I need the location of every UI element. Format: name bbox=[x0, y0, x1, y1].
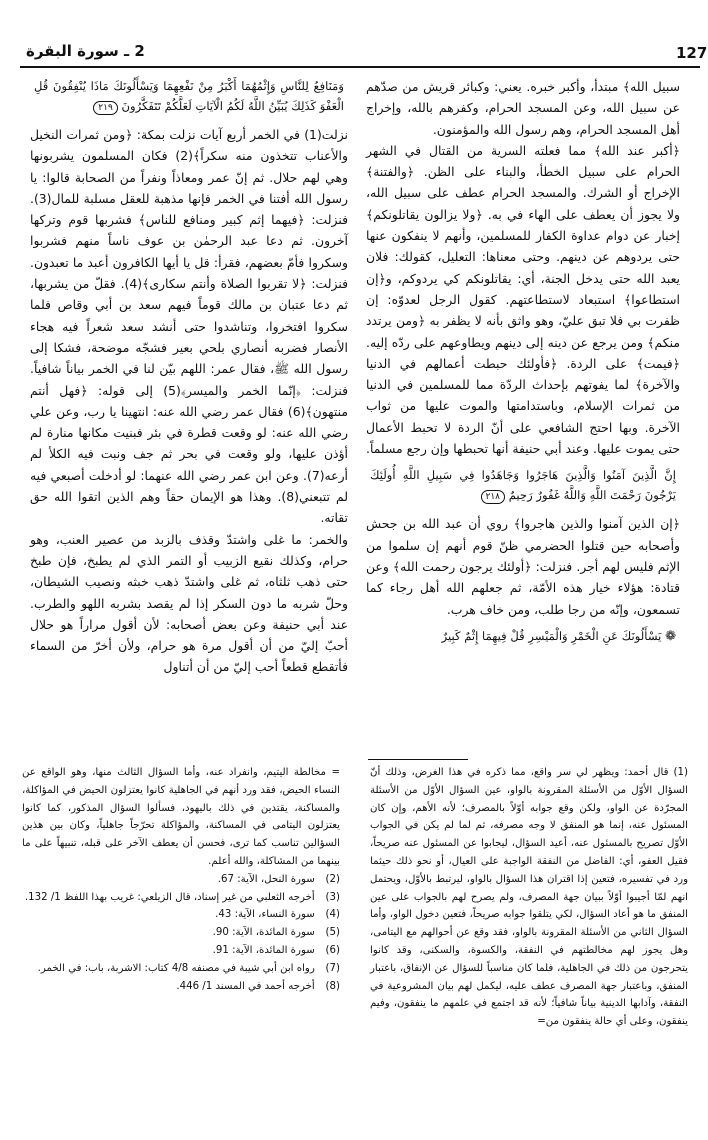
footnote-text: سورة المائدة، الآية: 91. bbox=[212, 944, 315, 956]
footnote bbox=[22, 924, 340, 942]
footnote bbox=[22, 871, 340, 889]
footnote-separator bbox=[368, 759, 468, 760]
footnote-number: (5) bbox=[325, 927, 340, 939]
right-column bbox=[366, 76, 680, 655]
footnote bbox=[22, 960, 340, 978]
footnotes-left bbox=[22, 764, 340, 995]
footnote: (1) قال أحمد: ويظهر لي سر واقع، مما ذكره في هذا الغرض، وذلك أنّ السؤال الأوّل من الأسئلة المقرونة بالواو، عين السؤال الأوّل من الأسئلة المجرّدة عن الواو، ولكن وقع جوابه أوّلاً بالمصرف؛ لأنه الأهم، وإن كان المسئول عنه، إنما هو المنفق لا وجه مصرفه، ثم لما لم يكن في الجواب الأوّل تصريح بالمسئول عنه، أعيد السؤال، ليجابوا عن المسئول عنه صريحاً، فقيل العفو، أي: الفاضل من النفقة الواجبة على العيال، أو نحو ذلك حيثما ورد في تفسيره، فتعين إذا اقتران هذا السؤال بالواو، ليرتبط بالأوّل، ويحتمل انهم لمّا أجيبوا أوّلاً ببيان جهة المصرف، ولم يصرح لهم بالجواب على عين المنفق ما هو أعاد السؤال، لكي يتلقوا جوابه صريحاً، فتعين دخول الواو، وأما السؤال الثاني من الأسئلة المقرونة بالواو، فقد وقع عن أحوالهم مع اليتامى، وهل يجوز لهم مخالطتهم في النفقة، والكسوة، والسكنى، وقد كانوا يتحرجون من ذلك في الجاهلية، فلما كان مناسباً للسؤال عن الإنفاق، باعتبار المنفق، وباعتبار جهة المصرف عطف عليه، ليكمل لهم بيان المشروعية في النفقة، وآدابها الدينية بياناً شافياً؛ لأنه قد اجتمع في علمهم ما ينفقون، وفيم ينفقون، وعلى أي حالة ينفقون من= bbox=[370, 767, 688, 1028]
commentary-paragraph: والخمر: ما غلى واشتدّ وقذف بالزبد من عصير العنب، وهو حرام، وكذلك نقيع الزبيب أو التمر الذي لم يطبخ، فإن طبخ حتى ذهب ثلثاه، ثم غلى واشتدّ ذهب خبثه ونصيب الشيطان، وحلّ شربه ما دون السكر إذا لم يقصد بشربه اللهو والطرب. عند أبي حنيفة وعن بعض أصحابه: لأن أقول مراراً هو حلال أحبّ إليّ من أن أقول مرة هو حرام، ولأن أخرّ من السماء فأتقطع قطعاً أحب إليّ من أن أتناول bbox=[30, 531, 348, 675]
surah-title: 2 ـ سورة البقرة bbox=[26, 42, 145, 60]
verse-219-start bbox=[366, 626, 680, 647]
header-rule bbox=[20, 66, 700, 68]
page-header bbox=[20, 40, 708, 66]
footnote-number: (3) bbox=[325, 891, 340, 903]
footnote-number: (4) bbox=[325, 909, 340, 921]
footnote-continuation: = مخالطة اليتيم، وانفراد عنه، وأما السؤال الثالث منها، وهو الواقع عن النساء الحيض، فقد ورد أنهم في الجاهلية كانوا يعتزلون الحيض في المؤاكلة، والمساكنة، يقتدين في ذلك باليهود، فسألوا السؤال المذكور، كما كانوا يعتزلون اليتامى في المساكنة، والمؤاكلة تحرّجاً جاهلياً، وكان بين هذين السؤالين تناسب كما ترى، فحسن أن يعطف الآخر على قبله، تنبيهاً على ما بينهما من المشاكلة، والله أعلم. bbox=[22, 767, 340, 867]
footnote-text: سورة النحل، الآية: 67. bbox=[217, 873, 315, 885]
footnote-text: أخرجه أحمد في المسند 1/ 446. bbox=[176, 980, 315, 992]
footnote-text: سورة النساء، الآية: 43. bbox=[215, 909, 315, 921]
footnote-text: سورة المائدة، الآية: 90. bbox=[212, 927, 315, 939]
footnote-number: (2) bbox=[325, 873, 340, 885]
verse-text: يَسْأَلُونَكَ عَنِ الْخَمْرِ وَالْمَيْسِرِ قُلْ فِيهِمَا إِثْمٌ كَبِيرٌ bbox=[441, 628, 662, 643]
footnote-number: (8) bbox=[325, 980, 340, 992]
commentary-paragraph: ﴿أكبر عند الله﴾ مما فعلته السرية من القتال في الشهر الحرام على سبيل الخطأ، والبناء على الظن. ﴿والفتنة﴾ الإخراج أو الشرك. والمسجد الحرام عطف على سبيل الله، ولا يجوز أن يعطف على الهاء في به. ﴿ولا يزالون يقاتلونكم﴾ إخبار عن دوام عداوة الكفار للمسلمين، وأنهم لا ينفكون عنها حتى يردوهم عن دينهم. وحتى معناها: التعليل، كقولك: فلان يعبد الله حتى يدخل الجنة، أي: يقاتلونكم كي يردوكم، و﴿إن استطاعوا﴾ استبعاد لاستطاعتهم. كقول الرجل لعدوّه: إن ظفرت بي فلا تبق عليّ، وهو واثق بأنه لا يظفر به ﴿ومن يرتدد منكم﴾ ومن يرجع عن دينه إلى دينهم ويطاوعهم على ردّه إليه. ﴿فيمت﴾ على الردة. ﴿فأولئك حبطت أعمالهم في الدنيا والآخرة﴾ لما يفوتهم بإحداث الردّة مما للمسلمين في الدنيا من ثمرات الإسلام، وباستدامتها والموت عليها من ثواب الآخرة. وبها احتج الشافعي على أنّ الردة لا تحبط الأعمال حتى يموت عليها. وعند أبي حنيفة أنها تحبطها وإن رجع مسلماً. bbox=[366, 142, 680, 457]
footnote-text: أخرجه الثعلبي من غير إسناد، قال الزيلعي: غريب بهذا اللفظ 1/ 132. bbox=[24, 891, 315, 903]
commentary-paragraph: سبيل الله﴾ مبتدأ، وأكبر خبره. يعني: وكبائر قريش من صدّهم عن سبيل الله، وعن المسجد الحرام، وكفرهم بالله، وإخراج أهل المسجد الحرام، وهم رسول الله والمؤمنون. bbox=[366, 79, 680, 137]
verse-218 bbox=[366, 465, 680, 505]
commentary-paragraph: نزلت(1) في الخمر أربع آيات نزلت بمكة: ﴿ومن ثمرات النخيل والأعناب تتخذون منه سكراً﴾(2) فكان المسلمون يشربونها وهي لهم حلال. ثم إنّ عمر ومعاذاً ونفراً من الصحابة قالوا: يا رسول الله أفتنا في الخمر فإنها مذهبة للعقل مسلبة للمال(3). فنزلت: ﴿فيهما إثم كبير ومنافع للناس﴾ فشربها قوم وتركها آخرون. ثم دعا عبد الرحمٰن بن عوف ناساً منهم فشربوا وسكروا فأمّ بعضهم، فقرأ: قل يا أيها الكافرون أعبد ما تعبدون. فنزلت: ﴿لا تقربوا الصلاة وأنتم سكارى﴾(4). فقلّ من يشربها، ثم دعا عتبان بن مالك قوماً فيهم سعد بن أبي وقاص فلما سكروا افتخروا، وتناشدوا حتى أنشد سعد شعراً فيه هجاء الأنصار فضربه أنصاري بلحي بعير فشجّه موضحة، فشكا إلى رسول الله ﷺ، فقال عمر: اللهم بيّن لنا في الخمر بياناً شافياً. فنزلت: ﴿إنّما الخمر والميسر﴾(5) إلى قوله: ﴿فهل أنتم منتهون﴾(6) فقال عمر رضي الله عنه: انتهينا يا رب، وعن علي رضي الله عنه: لو وقعت قطرة في بئر فبنيت مكانها منارة لم أؤذن عليها، ولو وقعت في بحر ثم جف ونبت فيه الكلأ لم أرعه(7). وعن ابن عمر رضي الله عنهما: لو أدخلت أصبعي فيه لم تتبعني(8). وهذا هو الإيمان حقاً وهم الذين اتقوا الله حق تقاته. bbox=[30, 127, 348, 526]
footnote bbox=[22, 889, 340, 907]
footnote bbox=[22, 942, 340, 960]
verse-number: ٢١٩ bbox=[93, 101, 118, 115]
left-column bbox=[30, 76, 348, 678]
footnotes-right bbox=[370, 764, 688, 1031]
verse-text: وَمَنَافِعُ لِلنَّاسِ وَإِثْمُهُمَا أَكْبَرُ مِنْ نَفْعِهِمَا وَيَسْأَلُونَكَ مَاذَا يُنْفِقُونَ قُلِ الْعَفْوَ كَذَلِكَ يُبَيِّنُ اللَّهُ لَكُمُ الْآيَاتِ لَعَلَّكُمْ تَتَفَكَّرُونَ bbox=[34, 79, 344, 113]
footnote-number: (7) bbox=[325, 962, 340, 974]
verse-number: ٢١٨ bbox=[481, 490, 506, 504]
verse-text: إِنَّ الَّذِينَ آمَنُوا وَالَّذِينَ هَاجَرُوا وَجَاهَدُوا فِي سَبِيلِ اللَّهِ أُولَئِكَ يَرْجُونَ رَحْمَتَ اللَّهِ وَاللَّهُ غَفُورٌ رَحِيمٌ bbox=[370, 468, 676, 503]
commentary-paragraph: ﴿إن الذين آمنوا والذين هاجروا﴾ روي أن عبد الله بن جحش وأصحابه حين قتلوا الحضرمي ظنّ قوم أنهم إن سلموا من الإثم فليس لهم أجر. فنزلت: ﴿أولئك يرجون رحمت الله﴾ وعن قتادة: هؤلاء خيار هذه الأمّة، ثم جعلهم الله أهل رجاء كما تسمعون، وإنّه من رجا طلب، ومن خاف هرب. bbox=[366, 516, 680, 617]
verse-219-continuation bbox=[30, 76, 348, 116]
footnote bbox=[22, 978, 340, 996]
footnote bbox=[22, 906, 340, 924]
footnote-number: (6) bbox=[325, 944, 340, 956]
footnote-text: رواه ابن أبي شيبة في مصنفه 4/8 كتاب: الاشربة، باب: في الخمر. bbox=[37, 962, 315, 974]
verse-marker-icon: ❁ bbox=[665, 628, 676, 644]
page-number: 127 bbox=[676, 44, 708, 62]
